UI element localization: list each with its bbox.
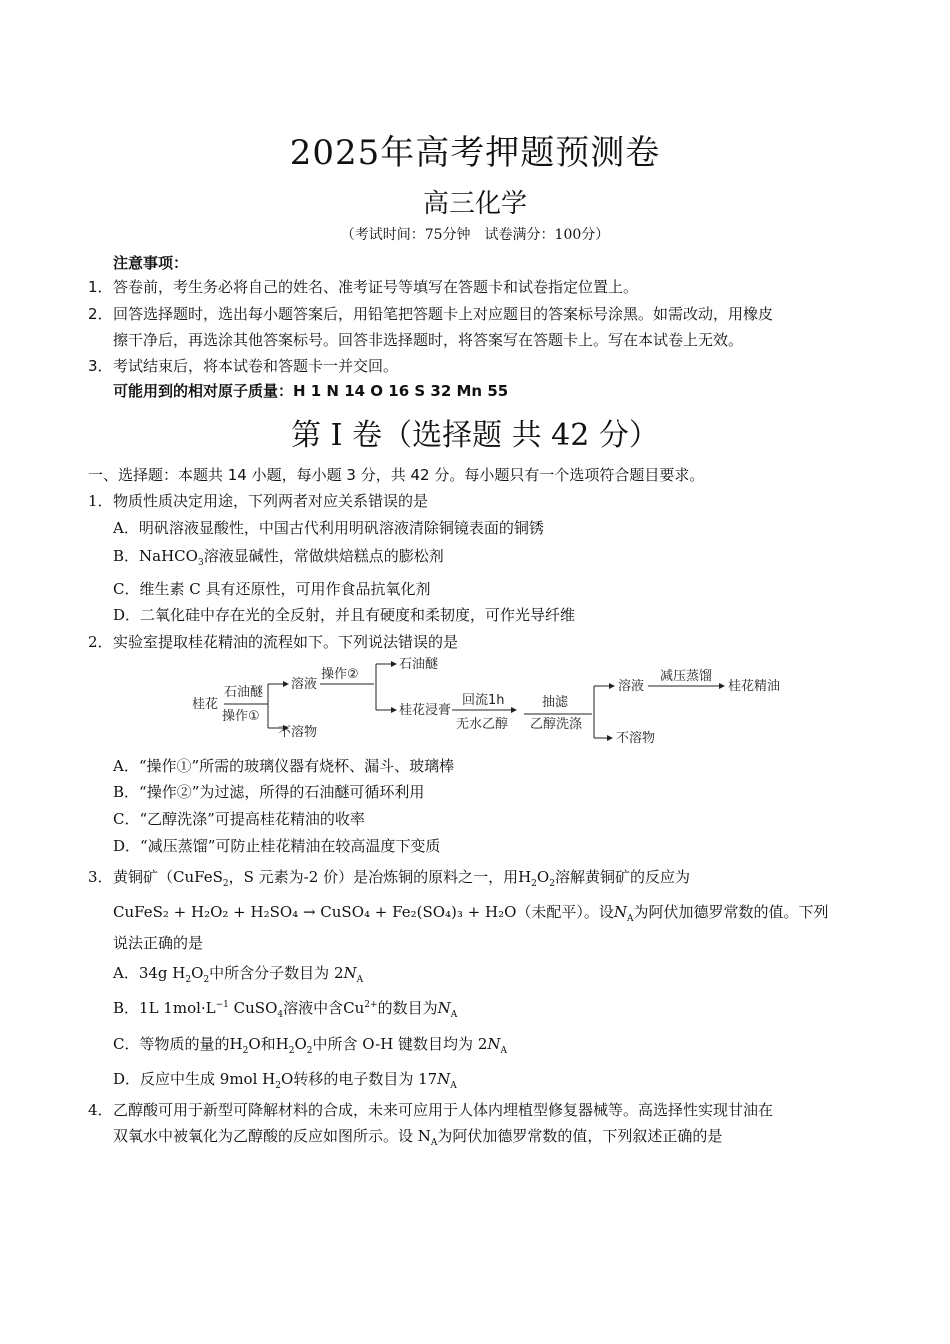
flow-extract: 桂花浸膏 — [399, 703, 452, 718]
q2-option-b: B．“操作②”为过滤，所得的石油醚可循环利用 — [113, 783, 425, 801]
notice-num-1: 1． — [88, 278, 113, 296]
atomic-mass: 可能用到的相对原子质量：H 1 N 14 O 16 S 32 Mn 55 — [113, 382, 509, 400]
q1-option-c: C．维生素 C 具有还原性，可用作食品抗氧化剂 — [113, 580, 431, 598]
flow-ethanol: 无水乙醇 — [456, 717, 509, 732]
notice-item-2-cont: 擦干净后，再选涂其他答案标号。回答非选择题时，将答案写在答题卡上。写在本试卷上无效。 — [113, 331, 744, 349]
section-intro: 一、选择题：本题共 14 小题，每小题 3 分，共 42 分。每小题只有一个选项符合题目要求。 — [88, 466, 705, 484]
q4-line-1: 乙醇酸可用于新型可降解材料的合成，未来可应用于人体内埋植型修复器械等。高选择性实现甘油在 — [113, 1101, 774, 1119]
q4-line-2: 双氧水中被氧化为乙醇酸的反应如图所示。设 $N_A$为阿伏加德罗常数的值，下列叙述正确的是 — [113, 1127, 723, 1148]
notice-item-2: 回答选择题时，选出每小题答案后，用铅笔把答题卡上对应题目的答案标号涂黑。如需改动，用橡皮 — [113, 305, 774, 323]
flow-product: 桂花精油 — [728, 679, 781, 694]
q3-option-b: B．1L $1mol\cdot L^{-1}$ CuSO$_4$溶液中含$Cu^{2+}$的数目为$N_A$ — [113, 999, 458, 1020]
flow-op1: 操作① — [222, 709, 260, 724]
q1-option-a: A．明矾溶液显酸性，中国古代利用明矾溶液清除铜镜表面的铜锈 — [113, 519, 544, 537]
q1-option-b: B．NaHCO$_3$溶液显碱性，常做烘焙糕点的膨松剂 — [113, 547, 444, 568]
page-title: 2025年高考押题预测卷 — [289, 133, 661, 173]
section-title: 第 I 卷（选择题 共 42 分） — [291, 418, 659, 453]
q2-option-a: A．“操作①”所需的玻璃仪器有烧杯、漏斗、玻璃棒 — [113, 757, 455, 775]
flow-solution1: 溶液 — [291, 677, 318, 692]
q2-option-d: D．“减压蒸馏”可防止桂花精油在较高温度下变质 — [113, 837, 441, 855]
flow-insoluble2: 不溶物 — [616, 731, 656, 746]
q3-stem: 黄铜矿（CuFeS$_2$，S 元素为-2 价）是冶炼铜的原料之一，用$H_2O_2$溶解黄铜矿的反应为 — [113, 868, 690, 889]
q1-stem: 物质性质决定用途，下列两者对应关系错误的是 — [113, 492, 429, 510]
notice-num-2: 2． — [88, 305, 113, 323]
q2-option-c: C．“乙醇洗涤”可提高桂花精油的收率 — [113, 810, 365, 828]
flow-wash: 乙醇洗涤 — [530, 717, 583, 732]
q3-stem-end: 说法正确的是 — [113, 934, 204, 952]
page-subtitle: 高三化学 — [422, 189, 527, 219]
exam-info: （考试时间：75分钟 试卷满分：100分） — [340, 227, 610, 243]
flow-diagram — [188, 656, 828, 748]
flow-solution2: 溶液 — [618, 679, 645, 694]
flow-insoluble1: 不溶物 — [278, 725, 318, 740]
notice-num-3: 3． — [88, 357, 113, 375]
flow-distill: 减压蒸馏 — [660, 669, 713, 684]
flow-reagent1: 石油醚 — [224, 685, 264, 700]
q3-option-a: A．34g $H_2O_2$中所含分子数目为 $2N_A$ — [113, 964, 364, 985]
q1-option-d: D．二氧化硅中存在光的全反射，并且有硬度和柔韧度，可作光导纤维 — [113, 606, 576, 624]
q3-option-c: C．等物质的量的$H_2O$和$H_2O_2$中所含 O-H 键数目均为 $2N_A$ — [113, 1035, 507, 1056]
q2-number: 2． — [88, 633, 113, 651]
notice-heading: 注意事项： — [113, 254, 189, 272]
flow-petroleum-ether: 石油醚 — [399, 657, 439, 672]
q1-number: 1． — [88, 492, 113, 510]
flow-start: 桂花 — [192, 697, 219, 712]
flow-op2: 操作② — [321, 667, 359, 682]
q2-stem: 实验室提取桂花精油的流程如下。下列说法错误的是 — [113, 633, 459, 651]
notice-item-3: 考试结束后，将本试卷和答题卡一并交回。 — [113, 357, 399, 375]
notice-item-1: 答卷前，考生务必将自己的姓名、准考证号等填写在答题卡和试卷指定位置上。 — [113, 278, 639, 296]
q3-option-d: D．反应中生成 9mol $H_2O$转移的电子数目为 $17N_A$ — [113, 1070, 457, 1091]
q3-equation: CuFeS₂ + H₂O₂ + H₂SO₄ → CuSO₄ + Fe₂(SO₄)₃ + H₂O（未配平）。设$N_A$为阿伏加德罗常数的值。下列 — [113, 903, 829, 924]
q4-number: 4． — [88, 1101, 113, 1119]
flow-filter: 抽滤 — [542, 695, 569, 710]
flow-reflux: 回流1h — [462, 693, 505, 708]
q3-number: 3． — [88, 868, 113, 886]
